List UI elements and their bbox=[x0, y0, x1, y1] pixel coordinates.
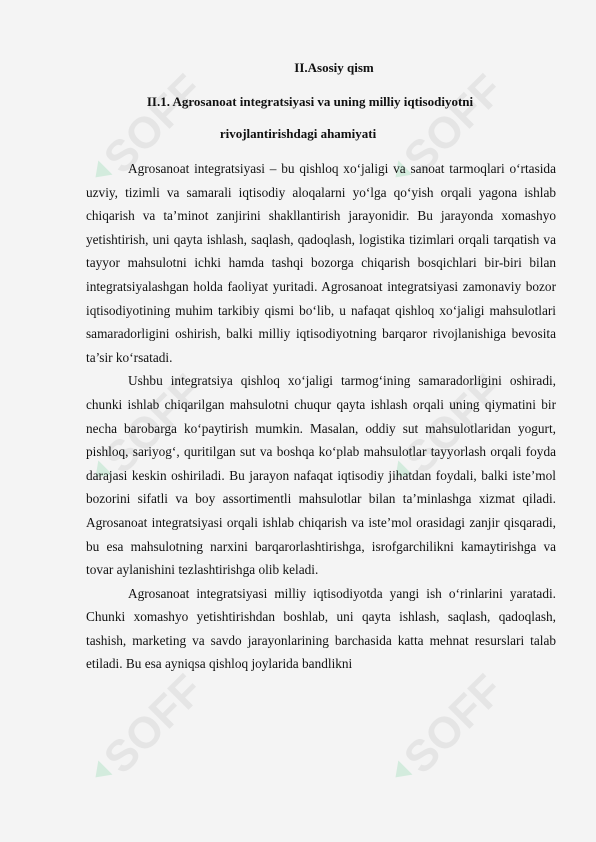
body-text bbox=[86, 157, 556, 676]
svg-text:SOFF: SOFF bbox=[94, 65, 213, 184]
svg-text:SOFF: SOFF bbox=[394, 665, 513, 784]
svg-text:SOFF: SOFF bbox=[394, 365, 513, 484]
paragraph: Agrosanoat integratsiyasi milliy iqtisodiyotda yangi ish o‘rinlarini yaratadi. Chunki xomashyo yetishtirishdan boshlab, uni qayta ishlash, saqlash, qadoqlash, tashish, marketing va savdo jarayonlarining barchasida katta mehnat resurslari talab etiladi. Bu esa ayniqsa qishloq joylarida bandlikni bbox=[86, 585, 556, 672]
section-heading: II.Asosiy qism bbox=[294, 60, 374, 75]
subsection-heading-line-2: rivojlantirishdagi ahamiyati bbox=[219, 126, 377, 141]
svg-text:SOFF: SOFF bbox=[394, 65, 513, 184]
paragraph: Agrosanoat integratsiyasi – bu qishloq xo‘jaligi va sanoat tarmoqlari o‘rtasida uzviy, tizimli va samarali iqtisodiy aloqalarni yo‘lga qo‘yish orqali yagona ishlab chiqarish va ta’minot zanjirini shakllantirish jarayonidir. Bu jarayonda xomashyo yetishtirish, uni qayta ishlash, saqlash, qadoqlash, logistika tizimlari orqali tarqatish va tayyor mahsulotni ichki hamda tashqi bozorga chiqarish bosqichlari bir-biri bilan integratsiyalashgan holda faoliyat yuritadi. Agrosanoat integratsiyasi zamonaviy bozor iqtisodiyotining muhim tarkibiy qismi bo‘lib, u nafaqat qishloq xo‘jaligi mahsulotlari samaradorligini oshirish, balki milliy iqtisodiyotning barqaror rivojlanishiga bevosita ta’sir ko‘rsatadi. bbox=[86, 161, 556, 365]
watermark-logo bbox=[70, 660, 220, 810]
paragraph: Ushbu integratsiya qishloq xo‘jaligi tarmog‘ining samaradorligini oshiradi, chunki ishlab chiqarilgan mahsulotni chuqur qayta ishlash orqali uning qiymatini bir necha barobarga ko‘paytirish mumkin. Masalan, oddiy sut mahsulotlaridan yogurt, pishloq, sariyog‘, quritilgan sut va boshqa ko‘plab mahsulotlar tayyorlash orqali foyda darajasi keskin oshiriladi. Bu jarayon nafaqat iqtisodiy jihatdan foydali, balki iste’mol bozorini sifatli va boy assortimentli mahsulotlar bilan ta’minlashga xizmat qiladi. Agrosanoat integratsiyasi orqali ishlab chiqarish va iste’mol orasidagi zanjir qisqaradi, bu esa mahsulotning narxini barqarorlashtirishga, isrofgarchilikni kamaytirishga va tovar aylanishini tezlashtirishga olib keladi. bbox=[86, 373, 556, 578]
watermark-logo bbox=[370, 660, 520, 810]
subsection-heading-line-1: II.1. Agrosanoat integratsiyasi va uning milliy iqtisodiyotni bbox=[146, 94, 474, 109]
svg-text:SOFF: SOFF bbox=[94, 365, 213, 484]
svg-text:SOFF: SOFF bbox=[94, 665, 213, 784]
